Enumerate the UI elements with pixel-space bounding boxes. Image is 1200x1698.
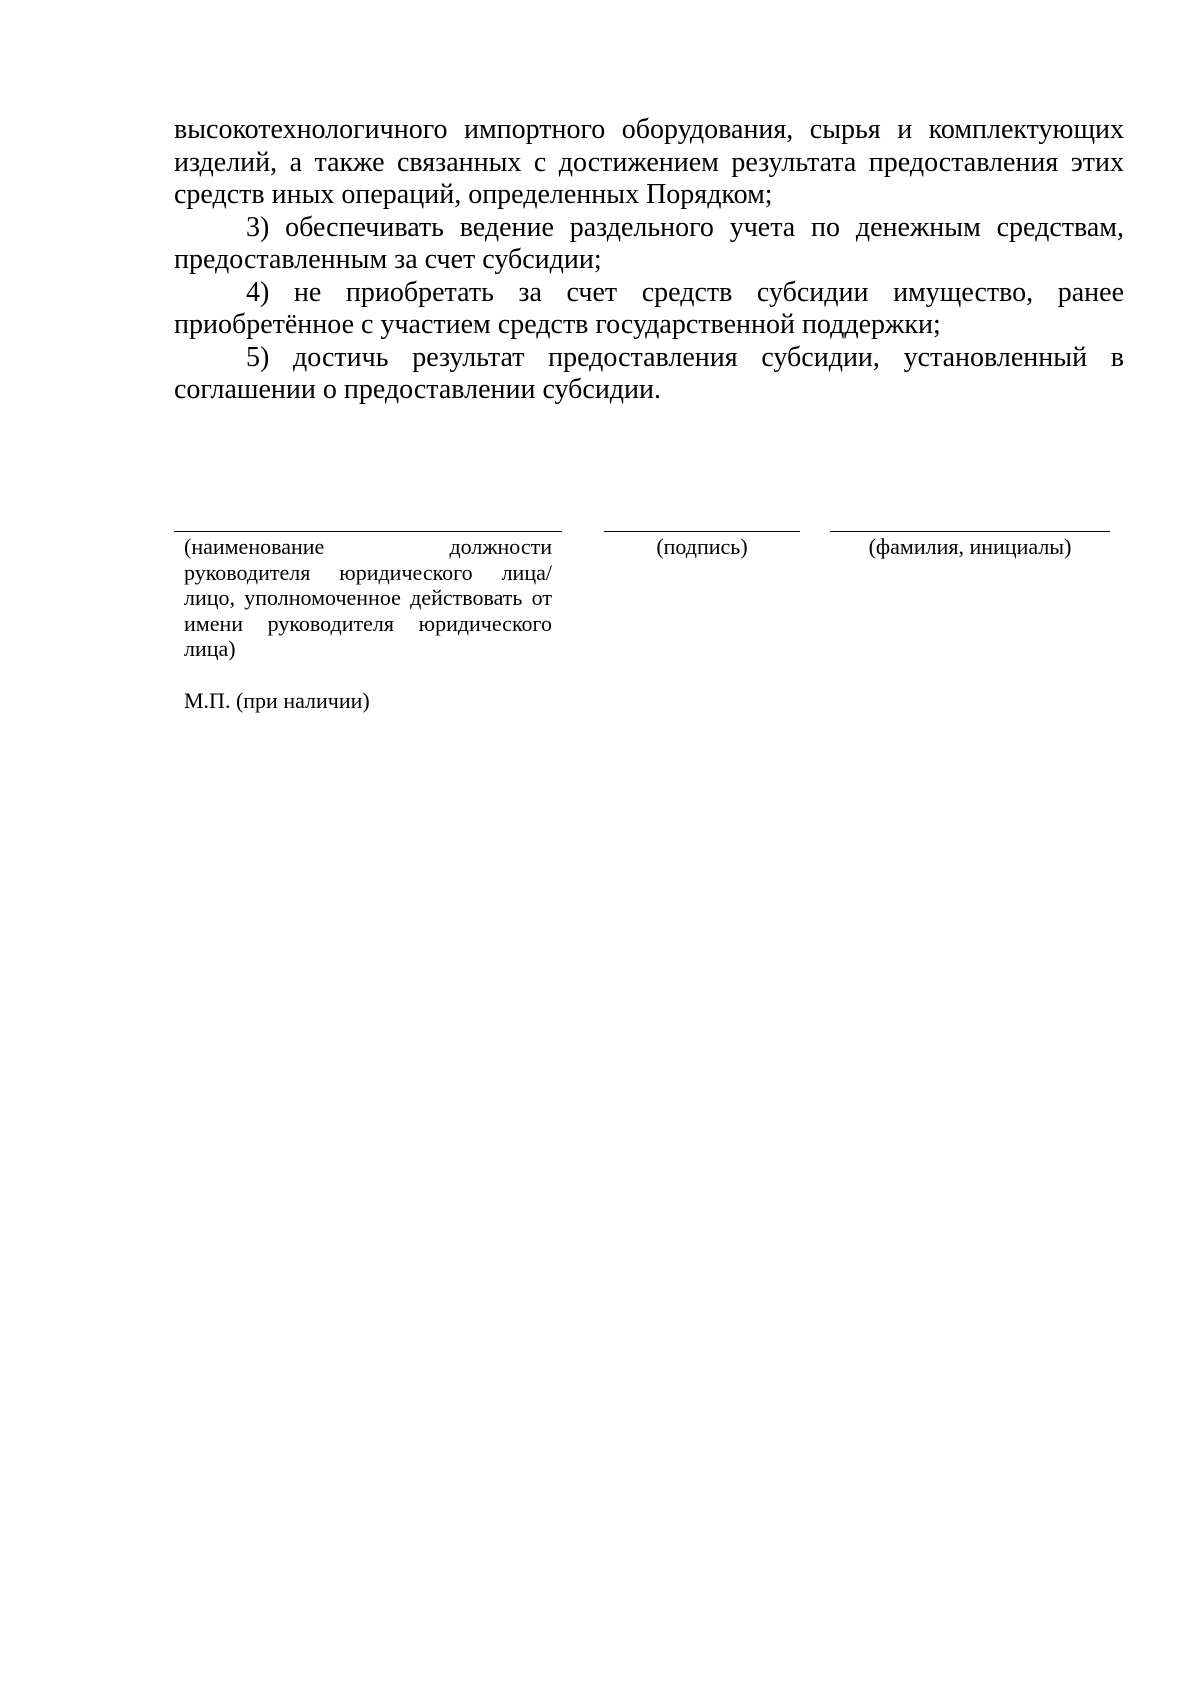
position-caption: (наименование должности руководителя юридического лица/ лицо, уполномоченное действовать от имени руководителя юридического лица)	[184, 534, 552, 661]
signature-line	[604, 531, 800, 532]
paragraph-item-3: 3) обеспечивать ведение раздельного учета по денежным средствам, предоставленным за счет субсидии;	[174, 211, 1124, 275]
name-signature-line	[830, 531, 1110, 532]
paragraph-item-4: 4) не приобретать за счет средств субсидии имущество, ранее приобретённое с участием средств государственной поддержки;	[174, 276, 1124, 340]
position-signature-line	[174, 531, 562, 532]
seal-note: М.П. (при наличии)	[184, 688, 370, 713]
document-body	[174, 114, 1124, 407]
paragraph-continuation: высокотехнологичного импортного оборудования, сырья и комплектующих изделий, а также связанных с достижением результата предоставления этих средств иных операций, определенных Порядком;	[174, 114, 1124, 210]
signature-caption: (подпись)	[656, 534, 748, 559]
name-caption: (фамилия, инициалы)	[868, 534, 1072, 559]
paragraph-item-5: 5) достичь результат предоставления субсидии, установленный в соглашении о предоставлении субсидии.	[174, 341, 1124, 405]
